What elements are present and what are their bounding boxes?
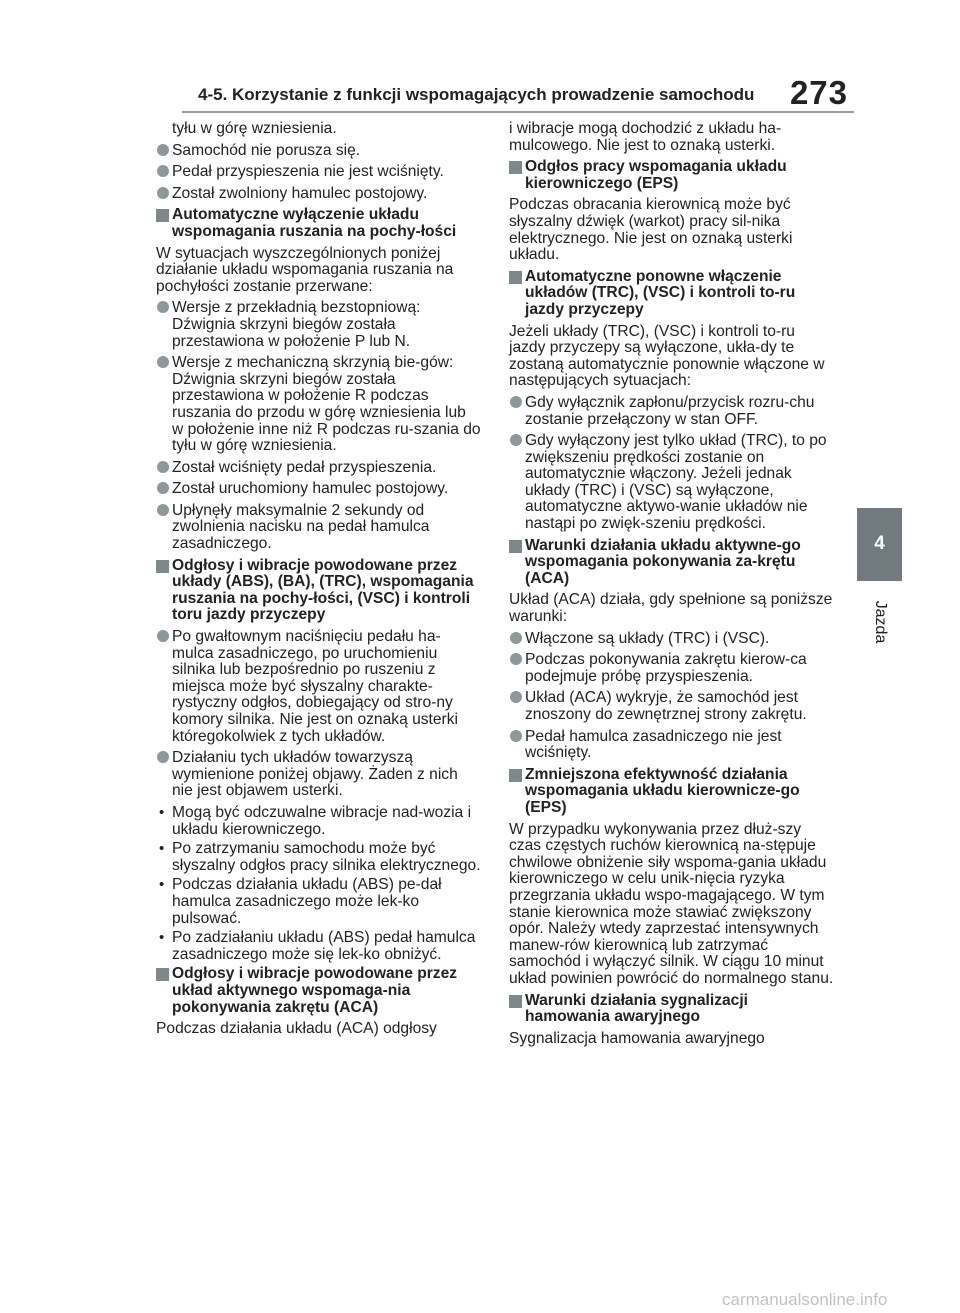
list-item [156, 300, 481, 350]
square-icon [509, 161, 522, 174]
paragraph: Układ (ACA) działa, gdy spełnione są poniższe warunki: [509, 591, 833, 626]
bullet-icon [157, 165, 169, 177]
list-item [509, 690, 834, 723]
list-item-text: Podczas pokonywania zakrętu kierow-ca podejmuje próbę przyspieszenia. [525, 651, 807, 685]
bullet-icon [510, 434, 522, 446]
paragraph: Podczas obracania kierownicą może być słyszalny dźwięk (warkot) pracy sil-nika elektrycznego. Nie jest on oznaką usterki układu. [509, 196, 793, 264]
square-icon [509, 271, 522, 284]
list-item [156, 629, 481, 745]
chapter-tab[interactable] [857, 508, 902, 581]
section-heading [156, 966, 481, 1016]
section-heading-text: Warunki działania układu aktywne-go wspomagania pokonywania za-krętu (ACA) [525, 536, 801, 587]
bullet-icon [157, 187, 169, 199]
sub-list-item [156, 877, 481, 927]
list-item-text: Został zwolniony hamulec postojowy. [172, 184, 428, 202]
bullet-icon [157, 630, 169, 642]
square-icon [156, 968, 169, 981]
paragraph: W przypadku wykonywania przez dłuż-szy czas częstych ruchów kierownicą na-stępuje chwilowe obniżenie siły wspoma-gania układu kierowniczego w celu unik-nięcia ryzyka przegrzania układu wspo-magającego. W tym stanie kierownica może stawiać zwiększony opór. Należy wtedy zaprzestać intensywnych manew-rów kierownicą lub zatrzymać samochód i wyłączyć silnik. W ciągu 10 minut układ powinien powrócić do normalnego stanu. [509, 820, 834, 987]
list-item [156, 355, 481, 455]
section-heading [509, 159, 834, 192]
list-item [156, 481, 481, 498]
list-item [509, 395, 834, 428]
list-item-text: Wersje z przekładnią bezstopniową: Dźwignia skrzyni biegów została przestawiona w położenie P lub N. [172, 299, 421, 350]
bullet-icon [510, 396, 522, 408]
section-heading-text: Automatyczne ponowne włączenie układów (TRC), (VSC) i kontroli to-ru jazdy przyczepy [525, 267, 796, 318]
watermark: carmanualsonline.info [722, 1290, 888, 1309]
list-item-text: Gdy wyłącznik zapłonu/przycisk rozru-chu zostanie przełączony w stan OFF. [525, 393, 815, 428]
bullet-icon [157, 144, 169, 156]
section-heading [509, 767, 834, 817]
dot-icon: • [159, 803, 165, 821]
list-item-text: Działaniu tych układów towarzyszą wymienione poniżej objawy. Żaden z nich nie jest objawem usterki. [172, 749, 458, 800]
list-item [509, 729, 834, 762]
section-title: 4-5. Korzystanie z funkcji wspomagających prowadzenie samochodu [198, 85, 755, 104]
bullet-icon [510, 653, 522, 665]
list-item-text: Został uruchomiony hamulec postojowy. [172, 480, 449, 498]
paragraph: Sygnalizacja hamowania awaryjnego [509, 1029, 765, 1047]
square-icon [509, 995, 522, 1008]
list-item-text: Układ (ACA) wykryje, że samochód jest znoszony do zewnętrznej strony zakrętu. [525, 689, 807, 723]
square-icon [509, 540, 522, 553]
section-heading [509, 269, 834, 319]
bullet-icon [157, 504, 169, 516]
bullet-icon [157, 751, 169, 763]
list-item [156, 143, 481, 160]
list-item-text: Gdy wyłączony jest tylko układ (TRC), to po zwiększeniu prędkości zostanie on automatycznie włączony. Jeżeli jednak układy (TRC) i (VSC) są wyłączone, automatyczne aktywo-wanie układów nie nastąpi po zwięk-szeniu prędkości. [525, 432, 827, 533]
square-icon [156, 209, 169, 222]
dot-icon: • [159, 876, 165, 894]
bullet-icon [510, 730, 522, 742]
bullet-icon [510, 632, 522, 644]
list-item-text: Po gwałtownym naciśnięciu pedału ha-mulca zasadniczego, po uruchomieniu silnika lub bezpośrednio po ruszeniu z miejsca może być słyszalny charakte-rystyczny odgłos, dobiegający od stro-ny komory silnika. Nie jest on oznaką usterki któregokolwiek z tych układów. [172, 628, 459, 745]
bullet-icon [157, 301, 169, 313]
bullet-icon [157, 461, 169, 473]
list-item [156, 164, 481, 181]
bullet-icon [510, 691, 522, 703]
chapter-number: 4 [874, 533, 885, 554]
bullet-icon [157, 356, 169, 368]
list-item [156, 503, 481, 553]
chapter-label [862, 592, 898, 652]
list-item-text: Pedał przyspieszenia nie jest wciśnięty. [172, 163, 444, 181]
section-heading [509, 538, 834, 588]
paragraph: Jeżeli układy (TRC), (VSC) i kontroli to-ru jazdy przyczepy są wyłączone, ukła-dy te zostaną automatycznie ponownie włączone w następujących sytuacjach: [509, 322, 825, 390]
list-item [509, 652, 834, 685]
list-item-text: Pedał hamulca zasadniczego nie jest wciśnięty. [525, 727, 782, 762]
sub-list-item-text: Podczas działania układu (ABS) pe-dał hamulca zasadniczego może lek-ko pulsować. [172, 876, 442, 927]
section-heading-text: Odgłosy i wibracje powodowane przez układ aktywnego wspomaga-nia pokonywania zakrętu (ACA) [172, 965, 458, 1016]
continued-text: tyłu w górę wzniesienia. [172, 120, 337, 137]
section-heading [156, 207, 481, 240]
sub-list-item [156, 930, 481, 963]
section-heading [156, 558, 481, 624]
section-heading-text: Odgłosy i wibracje powodowane przez układy (ABS), (BA), (TRC), wspomagania ruszania na pochy-łości, (VSC) i kontroli toru jazdy przyczepy [172, 556, 474, 624]
paragraph: i wibracje mogą dochodzić z układu ha-mulcowego. Nie jest to oznaką usterki. [509, 120, 782, 154]
section-heading-text: Zmniejszona efektywność działania wspomagania układu kierownicze-go (EPS) [525, 765, 800, 816]
page-number: 273 [789, 74, 848, 111]
list-item [156, 750, 481, 800]
list-item-text: Upłynęły maksymalnie 2 sekundy od zwolnienia nacisku na pedał hamulca zasadniczego. [172, 501, 430, 553]
dot-icon: • [159, 929, 165, 947]
square-icon [156, 560, 169, 573]
left-column [156, 121, 481, 1043]
sub-list-item [156, 805, 481, 838]
chapter-label-text: Jazda [872, 600, 889, 644]
list-item [509, 631, 834, 648]
list-item-text: Został wciśnięty pedał przyspieszenia. [172, 458, 437, 476]
list-item-text: Wersje z mechaniczną skrzynią bie-gów: Dźwignia skrzyni biegów została przestawiona w położenie R podczas ruszania do przodu w górę wzniesienia lub w położenie inne niż R podczas ru-szania do tyłu w górę wzniesienia. [172, 354, 481, 455]
list-item-text: Włączone są układy (TRC) i (VSC). [525, 629, 770, 647]
sub-list-item-text: Po zadziałaniu układu (ABS) pedał hamulca zasadniczego może się lek-ko obniżyć. [172, 929, 476, 963]
section-heading-text: Warunki działania sygnalizacji hamowania awaryjnego [525, 991, 749, 1026]
list-item [156, 460, 481, 477]
section-heading-text: Automatyczne wyłączenie układu wspomagania ruszania na pochy-łości [172, 206, 457, 240]
paragraph: Podczas działania układu (ACA) odgłosy [156, 1020, 437, 1038]
list-item [509, 433, 834, 533]
list-item [156, 186, 481, 203]
sub-list-item-text: Mogą być odczuwalne wibracje nad-wozia i układu kierowniczego. [172, 803, 472, 838]
section-heading [509, 993, 834, 1026]
list-item-text: Samochód nie porusza się. [172, 141, 361, 159]
header-divider [182, 111, 854, 113]
sub-list-item-text: Po zatrzymaniu samochodu może być słyszalny odgłos pracy silnika elektrycznego. [172, 840, 481, 874]
square-icon [509, 769, 522, 782]
page-header [182, 72, 854, 118]
dot-icon: • [159, 840, 165, 858]
sub-list-item [156, 841, 481, 874]
section-heading-text: Odgłos pracy wspomagania układu kierowniczego (EPS) [525, 158, 787, 192]
bullet-icon [157, 482, 169, 494]
right-column [509, 121, 834, 1052]
paragraph: W sytuacjach wyszczególnionych poniżej działanie układu wspomagania ruszania na pochyłości zostanie przerwane: [156, 244, 454, 295]
